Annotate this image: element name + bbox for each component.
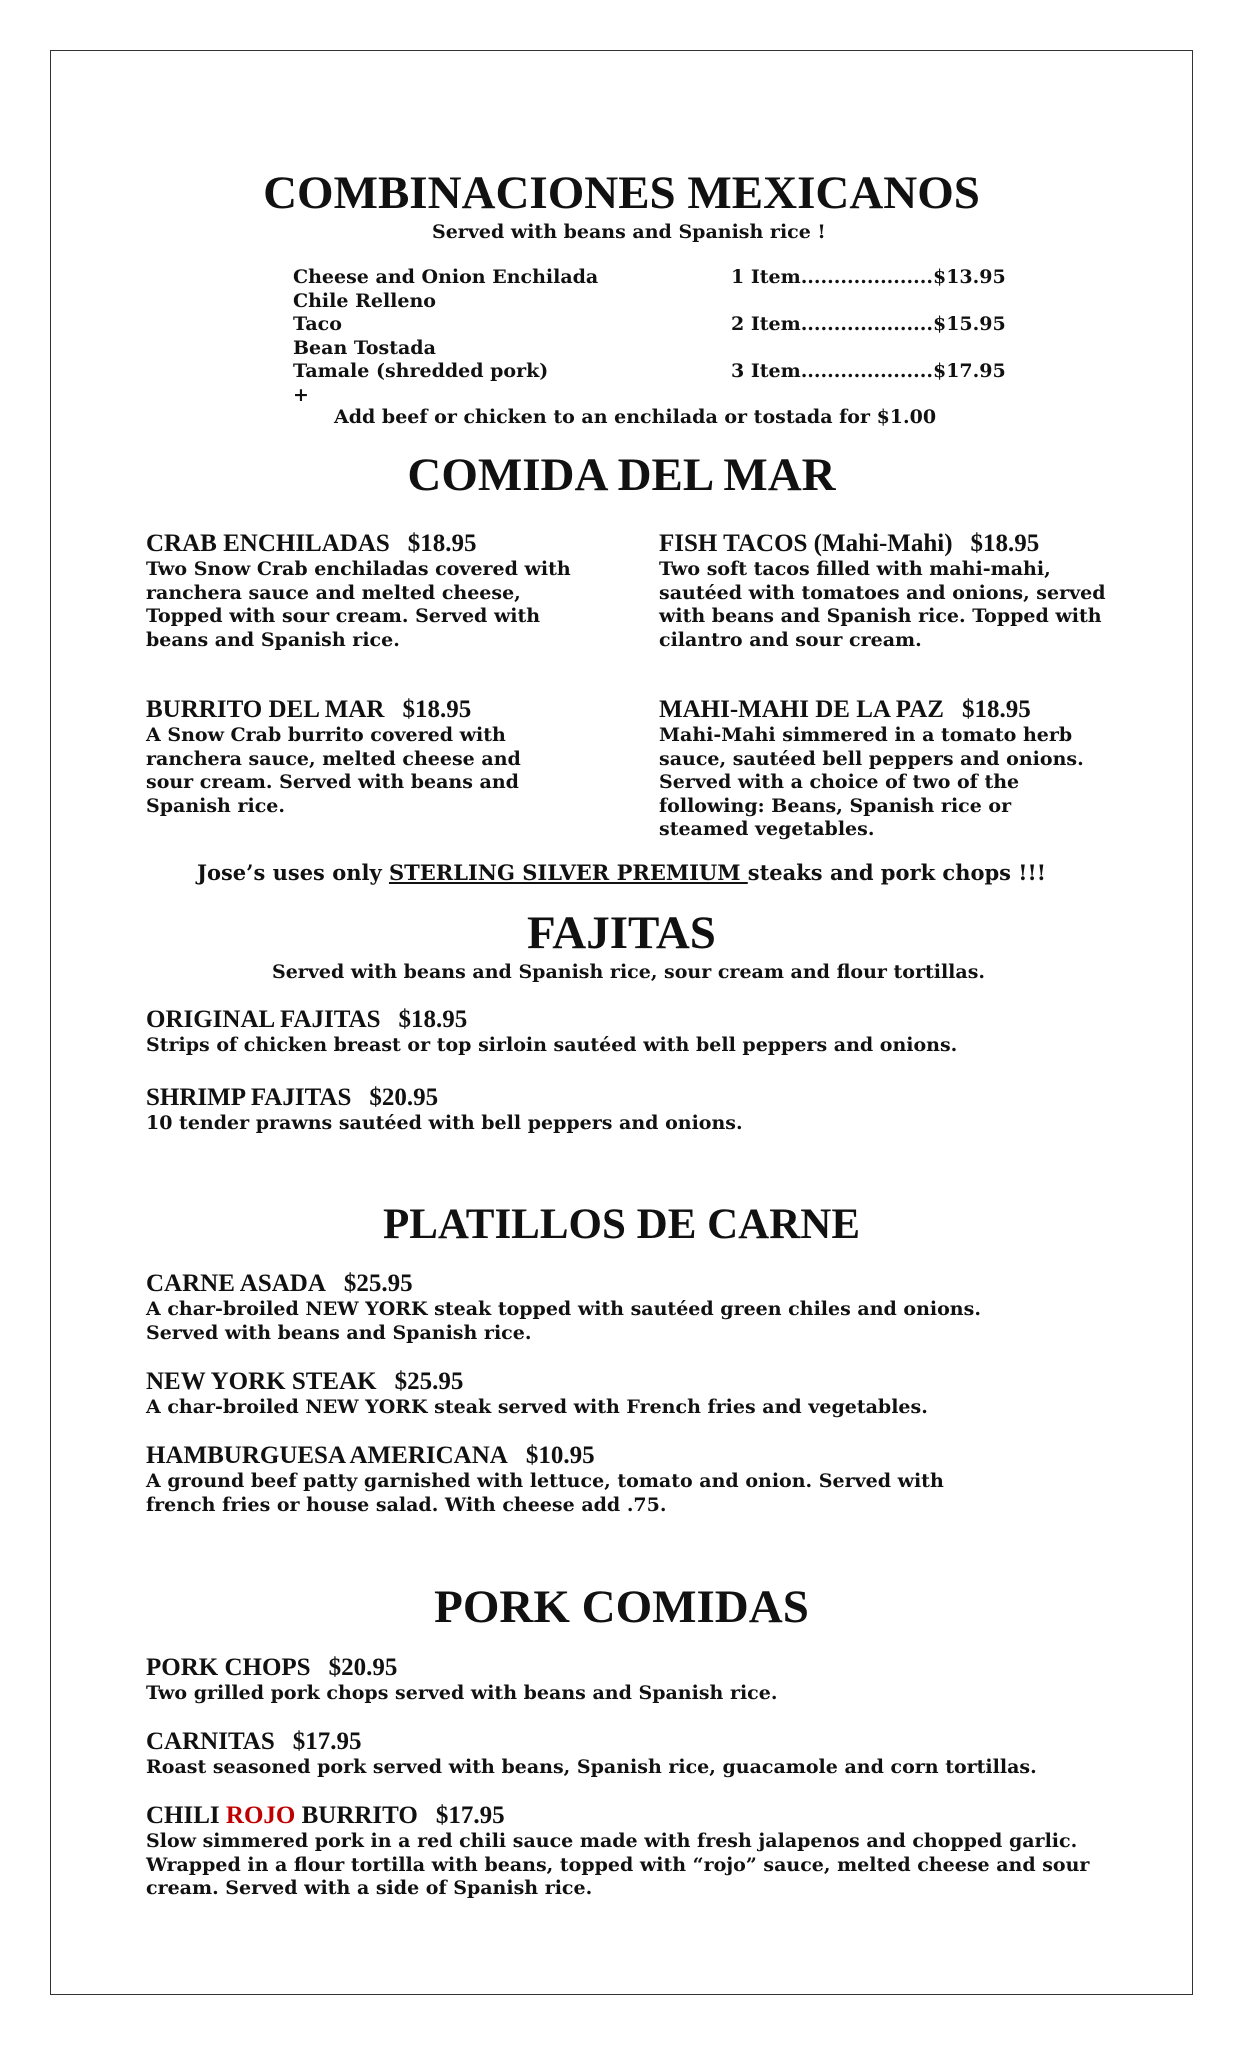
item-price: $18.95	[402, 696, 472, 723]
item-description-line: Two soft tacos filled with mahi-mahi,	[659, 558, 1051, 580]
combo-item: Tamale (shredded pork)	[293, 360, 549, 382]
item-description-line: Slow simmered pork in a red chili sauce made with fresh jalapenos and chopped garlic.	[146, 1830, 1078, 1852]
menu-item-shrimp-fajitas	[146, 1084, 743, 1136]
combo-item: +	[293, 383, 309, 406]
item-name: BURRITO DEL MAR	[146, 696, 385, 723]
item-name: NEW YORK STEAK	[146, 1368, 377, 1395]
fajitas-title: FAJITAS	[527, 907, 716, 959]
menu-item-chili-rojo-burrito	[146, 1802, 1089, 1901]
item-description-line: cream. Served with a side of Spanish rice.	[146, 1877, 593, 1899]
item-description-line: Roast seasoned pork served with beans, Spanish rice, guacamole and corn tortillas.	[146, 1756, 1037, 1778]
item-price: $18.95	[970, 530, 1040, 557]
item-description-line: Served with beans and Spanish rice.	[146, 1321, 532, 1344]
menu-item-carne-asada	[146, 1270, 981, 1345]
item-description-line: Topped with sour cream. Served with	[146, 605, 541, 627]
item-description-line: Strips of chicken breast or top sirloin sautéed with bell peppers and onions.	[146, 1034, 958, 1056]
item-description-line: A Snow Crab burrito covered with	[146, 724, 506, 746]
pork-comidas-title: PORK COMIDAS	[434, 1581, 809, 1633]
item-description-line: sour cream. Served with beans and	[146, 771, 519, 793]
item-description-line: A ground beef patty garnished with lettuce, tomato and onion. Served with	[146, 1470, 944, 1492]
combo-item: Cheese and Onion Enchilada	[293, 266, 599, 288]
item-description-line: sautéed with tomatoes and onions, served	[659, 581, 1106, 604]
item-description-line: A char-broiled NEW YORK steak topped with sautéed green chiles and onions.	[146, 1298, 981, 1320]
item-name: CRAB ENCHILADAS	[146, 530, 390, 557]
item-description-line: with beans and Spanish rice. Topped with	[659, 605, 1102, 627]
item-price: $20.95	[328, 1654, 398, 1681]
combo-price-1: 1 Item....................$13.95	[731, 266, 1006, 288]
menu-item-burrito-del-mar	[146, 696, 521, 818]
item-price: $18.95	[398, 1006, 468, 1033]
item-name-rojo: ROJO	[225, 1802, 296, 1829]
item-name: SHRIMP FAJITAS	[146, 1084, 352, 1111]
item-description-line: Served with a choice of two of the	[659, 771, 1020, 793]
item-price: $25.95	[343, 1270, 413, 1297]
item-description-line: Two grilled pork chops served with beans and Spanish rice.	[146, 1682, 778, 1704]
item-price: $17.95	[435, 1802, 505, 1829]
item-description-line: following: Beans, Spanish rice or	[659, 794, 1012, 817]
item-name: PORK CHOPS	[146, 1654, 311, 1681]
item-description-line: steamed vegetables.	[659, 818, 875, 840]
item-price: $10.95	[525, 1442, 595, 1469]
menu-item-crab-enchiladas	[146, 530, 571, 652]
item-description-line: sauce, sautéed bell peppers and onions.	[659, 747, 1084, 770]
sterling-post: steaks and pork chops !!!	[747, 860, 1046, 885]
combo-price-2: 2 Item....................$15.95	[731, 313, 1006, 335]
menu-item-hamburguesa	[146, 1442, 944, 1517]
item-name: MAHI-MAHI DE LA PAZ	[659, 696, 944, 723]
menu-item-pork-chops	[146, 1654, 777, 1706]
item-price: $25.95	[394, 1368, 464, 1395]
menu-item-fish-tacos	[659, 530, 1106, 652]
menu-item-mahi-de-la-paz	[659, 696, 1084, 842]
combinaciones-title: COMBINACIONES MEXICANOS	[263, 167, 980, 219]
item-description-line: Mahi-Mahi simmered in a tomato herb	[659, 724, 1073, 746]
item-description-line: Wrapped in a flour tortilla with beans, topped with “rojo” sauce, melted cheese and sour	[146, 1853, 1090, 1876]
platillos-title: PLATILLOS DE CARNE	[382, 1201, 861, 1248]
comida-del-mar-title: COMIDA DEL MAR	[407, 449, 836, 501]
menu-item-carnitas	[146, 1728, 1037, 1780]
item-description-line: Two Snow Crab enchiladas covered with	[146, 558, 571, 580]
sterling-pre: Jose’s uses only	[197, 860, 389, 885]
item-description-line: cilantro and sour cream.	[659, 628, 922, 651]
combinaciones-note: Add beef or chicken to an enchilada or tostada for $1.00	[334, 406, 937, 428]
combo-item: Chile Relleno	[293, 289, 436, 312]
item-name-pre: CHILI	[146, 1802, 226, 1829]
item-description-line: A char-broiled NEW YORK steak served with French fries and vegetables.	[146, 1396, 928, 1418]
item-price: $18.95	[961, 696, 1031, 723]
item-description-line: 10 tender prawns sautéed with bell peppers and onions.	[146, 1112, 743, 1134]
item-description-line: french fries or house salad. With cheese add .75.	[146, 1493, 667, 1516]
combinaciones-subtitle: Served with beans and Spanish rice !	[432, 221, 826, 243]
item-description-line: ranchera sauce, melted cheese and	[146, 747, 521, 770]
sterling-brand: STERLING SILVER PREMIUM	[388, 860, 748, 885]
item-name: CARNE ASADA	[146, 1270, 326, 1297]
item-price: $20.95	[369, 1084, 439, 1111]
item-description-line: beans and Spanish rice.	[146, 628, 400, 651]
item-description-line: Spanish rice.	[146, 794, 285, 817]
item-name: FISH TACOS (Mahi-Mahi)	[659, 530, 953, 557]
combo-item: Taco	[293, 313, 342, 335]
item-name-post: BURRITO	[295, 1802, 418, 1829]
fajitas-subtitle: Served with beans and Spanish rice, sour cream and flour tortillas.	[272, 961, 986, 983]
item-description-line: ranchera sauce and melted cheese,	[146, 581, 521, 604]
item-name: CARNITAS	[146, 1728, 275, 1755]
sterling-silver-note	[0, 860, 1243, 885]
item-price: $18.95	[407, 530, 477, 557]
item-price: $17.95	[292, 1728, 362, 1755]
item-name: HAMBURGUESA AMERICANA	[146, 1442, 508, 1469]
combo-item: Bean Tostada	[293, 336, 436, 359]
item-name: ORIGINAL FAJITAS	[146, 1006, 381, 1033]
combinaciones-items	[293, 266, 598, 407]
menu-item-new-york-steak	[146, 1368, 928, 1420]
combo-price-3: 3 Item....................$17.95	[731, 360, 1006, 382]
menu-item-original-fajitas	[146, 1006, 957, 1058]
